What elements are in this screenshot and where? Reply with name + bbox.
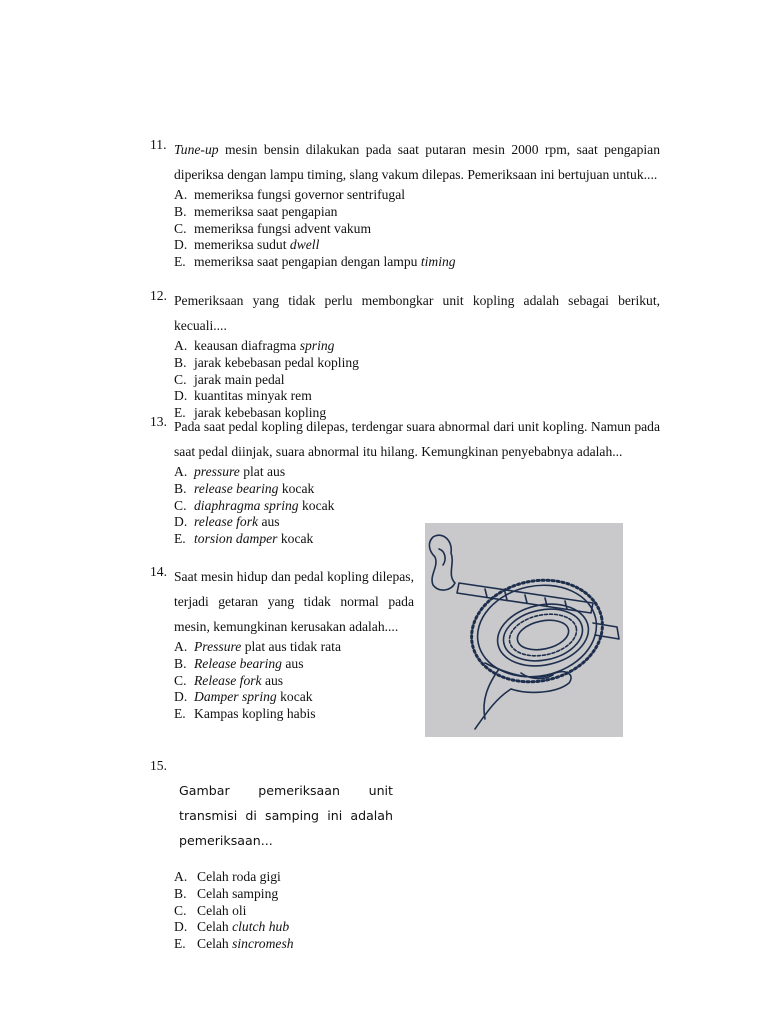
- transmission-inspection-figure: [425, 523, 623, 737]
- question-12: [150, 288, 660, 422]
- question-stem: Pemeriksaan yang tidak perlu membongkar unit kopling adalah sebagai berikut, kecuali....: [174, 293, 660, 333]
- question-number: 11.: [150, 137, 167, 152]
- option-a[interactable]: A. memeriksa fungsi governor sentrifugal: [174, 187, 406, 202]
- option-list: [174, 187, 660, 271]
- gear-feeler-gauge-illustration: [425, 523, 623, 737]
- option-c[interactable]: C. jarak main pedal: [174, 371, 285, 387]
- question-stem: Saat mesin hidup dan pedal kopling dilepas, terjadi getaran yang tidak normal pada mesin, kemungkinan kerusakan adalah....: [174, 569, 414, 634]
- option-d[interactable]: D. release fork aus: [174, 514, 280, 530]
- option-b[interactable]: B. release bearing kocak: [174, 480, 315, 496]
- question-number: 13.: [150, 414, 167, 429]
- option-c[interactable]: C. memeriksa fungsi advent vakum: [174, 220, 372, 236]
- question-stem: Tune-up mesin bensin dilakukan pada saat putaran mesin 2000 rpm, saat pengapian diperiksa dengan lampu timing, slang vakum dilepas. Pemeriksaan ini bertujuan untuk....: [174, 142, 660, 182]
- question-number: 12.: [150, 288, 167, 303]
- option-e[interactable]: E. torsion damper kocak: [174, 531, 314, 547]
- option-e[interactable]: E. Celah sincromesh: [174, 936, 294, 952]
- option-c[interactable]: C. diaphragma spring kocak: [174, 497, 335, 513]
- question-15-stem: Gambar pemeriksaan unit transmisi di samping ini adalah pemeriksaan...: [179, 783, 393, 848]
- question-stem: Pada saat pedal kopling dilepas, terdengar suara abnormal dari unit kopling. Namun pada saat pedal diinjak, suara abnormal itu hilang. Kemungkinan penyebabnya adalah...: [174, 419, 660, 459]
- option-b[interactable]: B. Release bearing aus: [174, 655, 304, 671]
- option-b[interactable]: B. jarak kebebasan pedal kopling: [174, 354, 359, 370]
- option-e[interactable]: E. Kampas kopling habis: [174, 706, 316, 722]
- option-b[interactable]: B. memeriksa saat pengapian: [174, 203, 338, 219]
- question-11: [150, 137, 660, 271]
- option-a[interactable]: A. pressure plat aus: [174, 464, 286, 479]
- option-a[interactable]: A. Celah roda gigi: [174, 869, 281, 884]
- option-d[interactable]: D. kuantitas minyak rem: [174, 388, 312, 404]
- question-15-number: 15.: [150, 758, 167, 773]
- option-a[interactable]: A. keausan diafragma spring: [174, 338, 335, 353]
- question-15-option-list: [174, 869, 294, 953]
- question-number: 14.: [150, 564, 167, 579]
- option-c[interactable]: C. Release fork aus: [174, 672, 284, 688]
- option-c[interactable]: C. Celah oli: [174, 902, 247, 918]
- option-list: [174, 338, 660, 422]
- option-b[interactable]: B. Celah samping: [174, 885, 279, 901]
- option-d[interactable]: D. Damper spring kocak: [174, 689, 313, 705]
- option-d[interactable]: D. memeriksa sudut dwell: [174, 237, 320, 253]
- option-e[interactable]: E. memeriksa saat pengapian dengan lampu timing: [174, 254, 456, 270]
- option-a[interactable]: A. Pressure plat aus tidak rata: [174, 639, 341, 654]
- option-e[interactable]: E. jarak kebebasan kopling: [174, 405, 327, 421]
- option-d[interactable]: D. Celah clutch hub: [174, 919, 290, 935]
